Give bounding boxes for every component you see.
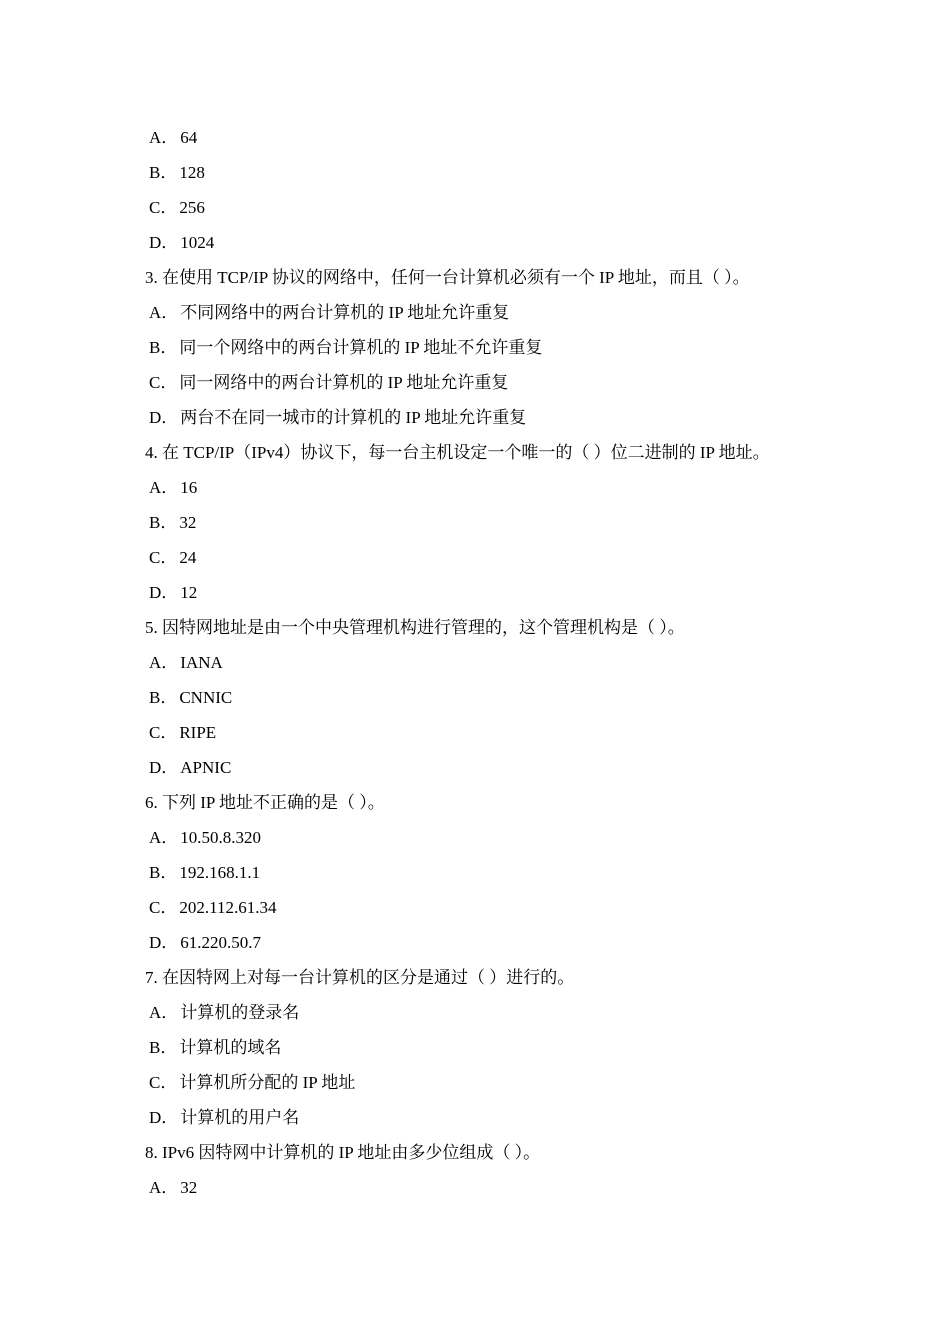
option-text: 计算机的登录名	[180, 1003, 300, 1022]
answer-option	[145, 1100, 865, 1135]
answer-option	[145, 1030, 865, 1065]
answer-option	[145, 995, 865, 1030]
answer-option	[145, 330, 865, 365]
option-text: 同一个网络中的两台计算机的 IP 地址不允许重复	[179, 338, 543, 357]
option-letter: C．	[149, 1073, 178, 1092]
option-letter: C．	[149, 898, 178, 917]
option-letter: B．	[149, 688, 178, 707]
answer-option	[145, 1065, 865, 1100]
option-text: 计算机所分配的 IP 地址	[179, 1073, 356, 1092]
option-letter: D．	[149, 933, 179, 952]
option-letter: D．	[149, 583, 179, 602]
option-text: IANA	[180, 653, 223, 672]
option-letter: B．	[149, 513, 178, 532]
answer-option	[145, 645, 865, 680]
answer-option	[145, 225, 865, 260]
option-text: 64	[180, 128, 198, 147]
option-letter: A．	[149, 828, 179, 847]
option-text: 10.50.8.320	[180, 828, 262, 847]
option-letter: B．	[149, 863, 178, 882]
answer-option	[145, 715, 865, 750]
option-letter: A．	[149, 1178, 179, 1197]
option-letter: D．	[149, 1108, 179, 1127]
option-letter: C．	[149, 198, 178, 217]
option-text: 计算机的用户名	[180, 1108, 300, 1127]
answer-option	[145, 540, 865, 575]
answer-option	[145, 120, 865, 155]
option-letter: D．	[149, 408, 179, 427]
option-letter: A．	[149, 1003, 179, 1022]
option-text: 61.220.50.7	[180, 933, 262, 952]
option-text: 16	[180, 478, 198, 497]
option-text: 24	[179, 548, 197, 567]
answer-option	[145, 365, 865, 400]
option-letter: D．	[149, 758, 179, 777]
option-text: 32	[180, 1178, 198, 1197]
option-text: 32	[179, 513, 197, 532]
answer-option	[145, 1170, 865, 1205]
option-letter: B．	[149, 338, 178, 357]
question-text: 7. 在因特网上对每一台计算机的区分是通过（ ）进行的。	[145, 968, 575, 987]
option-text: 202.112.61.34	[179, 898, 277, 917]
option-text: 256	[179, 198, 205, 217]
option-letter: B．	[149, 1038, 178, 1057]
question-text: 5. 因特网地址是由一个中央管理机构进行管理的，这个管理机构是（ ）。	[145, 618, 685, 637]
option-letter: B．	[149, 163, 178, 182]
answer-option	[145, 680, 865, 715]
option-letter: A．	[149, 303, 179, 322]
option-text: APNIC	[180, 758, 232, 777]
option-text: 128	[179, 163, 205, 182]
option-text: 计算机的域名	[179, 1038, 282, 1057]
option-text: 12	[180, 583, 198, 602]
option-text: 1024	[180, 233, 215, 252]
question-text: 8. IPv6 因特网中计算机的 IP 地址由多少位组成（ ）。	[145, 1143, 541, 1162]
option-text: RIPE	[179, 723, 217, 742]
answer-option	[145, 575, 865, 610]
option-letter: C．	[149, 548, 178, 567]
option-text: 不同网络中的两台计算机的 IP 地址允许重复	[180, 303, 510, 322]
question-text: 3. 在使用 TCP/IP 协议的网络中，任何一台计算机必须有一个 IP 地址，而且（ ）。	[145, 268, 750, 287]
option-letter: A．	[149, 653, 179, 672]
answer-option	[145, 190, 865, 225]
option-text: 同一网络中的两台计算机的 IP 地址允许重复	[179, 373, 509, 392]
option-letter: C．	[149, 373, 178, 392]
option-letter: A．	[149, 478, 179, 497]
option-letter: C．	[149, 723, 178, 742]
answer-option	[145, 750, 865, 785]
answer-option	[145, 295, 865, 330]
answer-option	[145, 925, 865, 960]
answer-option	[145, 505, 865, 540]
option-text: 两台不在同一城市的计算机的 IP 地址允许重复	[180, 408, 527, 427]
option-text: 192.168.1.1	[179, 863, 261, 882]
answer-option	[145, 470, 865, 505]
answer-option	[145, 400, 865, 435]
answer-option	[145, 890, 865, 925]
question-text: 4. 在 TCP/IP（IPv4）协议下，每一台主机设定一个唯一的（ ）位二进制的 IP 地址。	[145, 443, 770, 462]
answer-option	[145, 855, 865, 890]
quiz-content	[145, 120, 865, 1205]
answer-option	[145, 155, 865, 190]
answer-option	[145, 820, 865, 855]
option-text: CNNIC	[179, 688, 233, 707]
option-letter: D．	[149, 233, 179, 252]
question-text: 6. 下列 IP 地址不正确的是（ ）。	[145, 793, 385, 812]
option-letter: A．	[149, 128, 179, 147]
